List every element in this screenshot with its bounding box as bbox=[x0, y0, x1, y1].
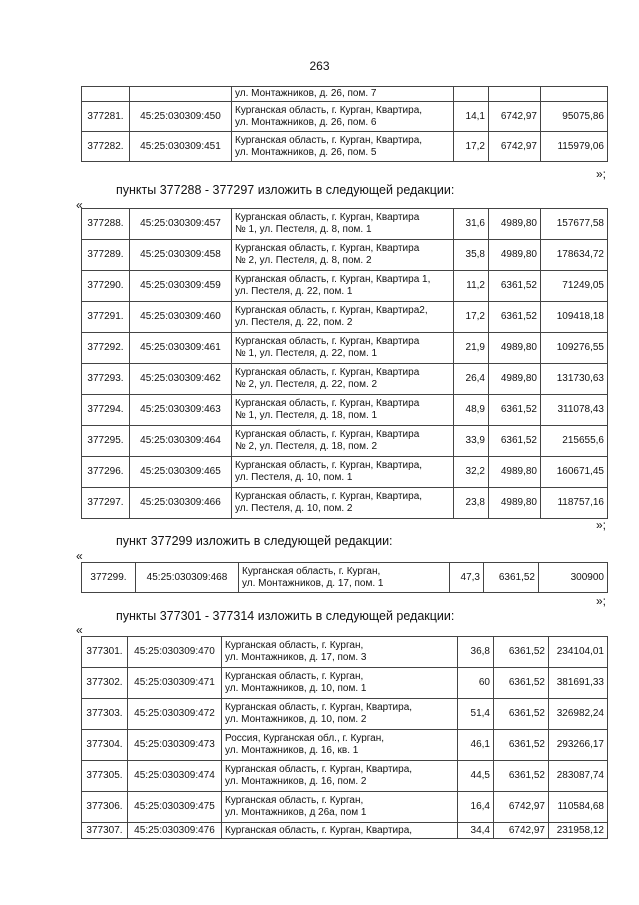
cell-area: 16,4 bbox=[458, 792, 494, 823]
cell-cadastral-number: 45:25:030309:459 bbox=[130, 271, 232, 302]
address-line-1: Курганская область, г. Курган, Квартира, bbox=[235, 134, 423, 146]
cell-rate: 6361,52 bbox=[489, 271, 541, 302]
address-line-2: ул. Пестеля, д. 10, пом. 1 bbox=[235, 472, 353, 483]
cell-cadastral-number: 45:25:030309:464 bbox=[130, 426, 232, 457]
cell-cadastral-number: 45:25:030309:471 bbox=[128, 668, 222, 699]
cell-num: 377292. bbox=[82, 333, 130, 364]
cell-rate: 6361,52 bbox=[494, 637, 549, 668]
table-row bbox=[82, 302, 608, 333]
cell-num: 377289. bbox=[82, 240, 130, 271]
cell-rate: 6361,52 bbox=[484, 563, 539, 593]
cell-cadastral-number: 45:25:030309:461 bbox=[130, 333, 232, 364]
cell-num: 377304. bbox=[82, 730, 128, 761]
cell-cadastral-number: 45:25:030309:476 bbox=[128, 823, 222, 839]
address-line-1: Курганская область, г. Курган, Квартира bbox=[235, 398, 420, 409]
cell-rate: 4989,80 bbox=[489, 364, 541, 395]
cell-sum: 231958,12 bbox=[549, 823, 608, 839]
table-row bbox=[82, 209, 608, 240]
table-row bbox=[82, 563, 608, 593]
address-line-2: ул. Пестеля, д. 10, пом. 2 bbox=[235, 503, 353, 514]
cell-area: 17,2 bbox=[454, 132, 489, 162]
address-line-1: Курганская область, г. Курган, Квартира bbox=[235, 429, 420, 440]
table-row bbox=[82, 637, 608, 668]
cell-address bbox=[232, 488, 454, 519]
cell-area: 60 bbox=[458, 668, 494, 699]
cell-sum: 234104,01 bbox=[549, 637, 608, 668]
cell-num: 377282. bbox=[82, 132, 130, 162]
cell-sum: 95075,86 bbox=[541, 102, 608, 132]
address-line-1: Курганская область, г. Курган, Квартира, bbox=[225, 824, 413, 836]
address-line-1: ул. Монтажников, д. 26, пом. 7 bbox=[235, 88, 377, 99]
address-line-2: № 2, ул. Пестеля, д. 18, пом. 2 bbox=[235, 441, 378, 452]
cell-sum: 160671,45 bbox=[541, 457, 608, 488]
cell-cadastral-number: 45:25:030309:463 bbox=[130, 395, 232, 426]
address-line-2: ул. Пестеля, д. 22, пом. 2 bbox=[235, 317, 353, 328]
table-row bbox=[82, 132, 608, 162]
cell-num: 377281. bbox=[82, 102, 130, 132]
cell-address bbox=[232, 302, 454, 333]
address-line-2: ул. Монтажников, д. 17, пом. 1 bbox=[242, 577, 384, 589]
cell-rate: 4989,80 bbox=[489, 333, 541, 364]
cell-sum: 109276,55 bbox=[541, 333, 608, 364]
address-line-2: ул. Монтажников, д. 16, кв. 1 bbox=[225, 745, 359, 756]
cell-area: 21,9 bbox=[454, 333, 489, 364]
table-row bbox=[82, 271, 608, 302]
cell-area: 36,8 bbox=[458, 637, 494, 668]
cell-area: 31,6 bbox=[454, 209, 489, 240]
cell-num: 377307. bbox=[82, 823, 128, 839]
cell-rate: 6742,97 bbox=[494, 823, 549, 839]
table-row bbox=[82, 457, 608, 488]
table-row bbox=[82, 364, 608, 395]
address-line-1: Курганская область, г. Курган, bbox=[242, 565, 381, 577]
cell-address bbox=[222, 637, 458, 668]
cell-sum: 115979,06 bbox=[541, 132, 608, 162]
table-row bbox=[82, 426, 608, 457]
cell-sum: 300900 bbox=[539, 563, 608, 593]
cell-area: 23,8 bbox=[454, 488, 489, 519]
cell-rate: 6361,52 bbox=[494, 699, 549, 730]
table-section-1 bbox=[81, 208, 608, 519]
cell-address bbox=[222, 730, 458, 761]
cell-rate: 6361,52 bbox=[494, 730, 549, 761]
cell-address bbox=[232, 271, 454, 302]
address-line-1: Курганская область, г. Курган, Квартира, bbox=[235, 104, 423, 116]
cell-num: 377294. bbox=[82, 395, 130, 426]
cell-sum: 118757,16 bbox=[541, 488, 608, 519]
cell-area: 46,1 bbox=[458, 730, 494, 761]
cell-cadastral-number: 45:25:030309:462 bbox=[130, 364, 232, 395]
address-line-1: Курганская область, г. Курган, bbox=[225, 640, 364, 651]
cell-num bbox=[82, 87, 130, 102]
cell-cadastral-number: 45:25:030309:475 bbox=[128, 792, 222, 823]
cell-address bbox=[222, 823, 458, 839]
cell-cadastral-number: 45:25:030309:472 bbox=[128, 699, 222, 730]
cell-area: 32,2 bbox=[454, 457, 489, 488]
cell-rate: 6361,52 bbox=[494, 668, 549, 699]
address-line-2: № 2, ул. Пестеля, д. 8, пом. 2 bbox=[235, 255, 372, 266]
address-line-1: Курганская область, г. Курган, Квартира bbox=[235, 367, 420, 378]
table-row bbox=[82, 395, 608, 426]
address-line-2: ул. Монтажников, д. 26, пом. 6 bbox=[235, 116, 377, 128]
cell-rate: 6742,97 bbox=[489, 132, 541, 162]
cell-cadastral-number: 45:25:030309:466 bbox=[130, 488, 232, 519]
cell-sum: 311078,43 bbox=[541, 395, 608, 426]
address-line-1: Курганская область, г. Курган, Квартира2, bbox=[235, 305, 428, 316]
cell-address bbox=[239, 563, 450, 593]
cell-cadastral-number: 45:25:030309:474 bbox=[128, 761, 222, 792]
cell-cadastral-number: 45:25:030309:465 bbox=[130, 457, 232, 488]
cell-sum: 110584,68 bbox=[549, 792, 608, 823]
cell-rate bbox=[489, 87, 541, 102]
address-line-2: № 1, ул. Пестеля, д. 22, пом. 1 bbox=[235, 348, 378, 359]
cell-sum: 178634,72 bbox=[541, 240, 608, 271]
cell-area: 14,1 bbox=[454, 102, 489, 132]
cell-cadastral-number: 45:25:030309:457 bbox=[130, 209, 232, 240]
cell-num: 377290. bbox=[82, 271, 130, 302]
address-line-2: ул. Монтажников, д. 26, пом. 5 bbox=[235, 146, 377, 158]
cell-sum: 215655,6 bbox=[541, 426, 608, 457]
cell-cadastral-number: 45:25:030309:468 bbox=[136, 563, 239, 593]
address-line-1: Курганская область, г. Курган, bbox=[225, 795, 364, 806]
cell-num: 377288. bbox=[82, 209, 130, 240]
address-line-1: Курганская область, г. Курган, bbox=[225, 671, 364, 682]
cell-cadastral-number: 45:25:030309:470 bbox=[128, 637, 222, 668]
cell-area: 48,9 bbox=[454, 395, 489, 426]
cell-area: 11,2 bbox=[454, 271, 489, 302]
cell-sum: 71249,05 bbox=[541, 271, 608, 302]
cell-num: 377301. bbox=[82, 637, 128, 668]
cell-cadastral-number bbox=[130, 87, 232, 102]
cell-num: 377295. bbox=[82, 426, 130, 457]
closing-quote-mark: »; bbox=[596, 167, 607, 181]
table-section-3 bbox=[81, 636, 608, 839]
cell-address bbox=[222, 792, 458, 823]
cell-rate: 4989,80 bbox=[489, 240, 541, 271]
cell-sum: 381691,33 bbox=[549, 668, 608, 699]
cell-address bbox=[232, 457, 454, 488]
amendment-instruction: пункты 377301 - 377314 изложить в следующей редакции: bbox=[116, 609, 455, 623]
amendment-instruction: пункты 377288 - 377297 изложить в следующей редакции: bbox=[116, 183, 455, 197]
table-row bbox=[82, 87, 608, 102]
cell-num: 377296. bbox=[82, 457, 130, 488]
cell-num: 377306. bbox=[82, 792, 128, 823]
cell-num: 377305. bbox=[82, 761, 128, 792]
table-section-2 bbox=[81, 562, 608, 593]
address-line-2: ул. Монтажников, д. 10, пом. 1 bbox=[225, 683, 367, 694]
cell-rate: 4989,80 bbox=[489, 209, 541, 240]
cell-address bbox=[232, 426, 454, 457]
address-line-2: № 1, ул. Пестеля, д. 18, пом. 1 bbox=[235, 410, 378, 421]
opening-quote-mark: « bbox=[76, 623, 83, 637]
cell-address bbox=[232, 333, 454, 364]
opening-quote-mark: « bbox=[76, 198, 83, 212]
cell-area: 26,4 bbox=[454, 364, 489, 395]
table-row bbox=[82, 488, 608, 519]
cell-num: 377303. bbox=[82, 699, 128, 730]
cell-sum: 131730,63 bbox=[541, 364, 608, 395]
cell-rate: 6742,97 bbox=[494, 792, 549, 823]
cell-address bbox=[222, 668, 458, 699]
cell-sum: 157677,58 bbox=[541, 209, 608, 240]
address-line-2: ул. Монтажников, д 26а, пом 1 bbox=[225, 807, 367, 818]
cell-cadastral-number: 45:25:030309:460 bbox=[130, 302, 232, 333]
cell-rate: 4989,80 bbox=[489, 488, 541, 519]
cell-sum: 326982,24 bbox=[549, 699, 608, 730]
table-row bbox=[82, 699, 608, 730]
address-line-1: Курганская область, г. Курган, Квартира, bbox=[235, 460, 423, 471]
cell-num: 377291. bbox=[82, 302, 130, 333]
cell-address bbox=[232, 209, 454, 240]
page-number: 263 bbox=[309, 59, 330, 73]
cell-area: 51,4 bbox=[458, 699, 494, 730]
address-line-2: ул. Монтажников, д. 10, пом. 2 bbox=[225, 714, 367, 725]
address-line-1: Курганская область, г. Курган, Квартира bbox=[235, 336, 420, 347]
cell-address bbox=[232, 240, 454, 271]
cell-address bbox=[232, 87, 454, 102]
cell-cadastral-number: 45:25:030309:458 bbox=[130, 240, 232, 271]
cell-cadastral-number: 45:25:030309:451 bbox=[130, 132, 232, 162]
table-row bbox=[82, 333, 608, 364]
cell-area: 17,2 bbox=[454, 302, 489, 333]
address-line-1: Курганская область, г. Курган, Квартира bbox=[235, 243, 420, 254]
opening-quote-mark: « bbox=[76, 549, 83, 563]
table-row bbox=[82, 668, 608, 699]
address-line-1: Курганская область, г. Курган, Квартира bbox=[235, 212, 420, 223]
table-row bbox=[82, 761, 608, 792]
cell-address bbox=[222, 699, 458, 730]
address-line-1: Курганская область, г. Курган, Квартира, bbox=[225, 764, 413, 775]
cell-num: 377293. bbox=[82, 364, 130, 395]
cell-area: 34,4 bbox=[458, 823, 494, 839]
cell-area: 33,9 bbox=[454, 426, 489, 457]
cell-cadastral-number: 45:25:030309:473 bbox=[128, 730, 222, 761]
address-line-2: ул. Монтажников, д. 16, пом. 2 bbox=[225, 776, 367, 787]
table-row bbox=[82, 823, 608, 839]
cell-num: 377297. bbox=[82, 488, 130, 519]
address-line-2: № 2, ул. Пестеля, д. 22, пом. 2 bbox=[235, 379, 378, 390]
cell-cadastral-number: 45:25:030309:450 bbox=[130, 102, 232, 132]
cell-rate: 6361,52 bbox=[489, 426, 541, 457]
cell-num: 377302. bbox=[82, 668, 128, 699]
cell-sum: 283087,74 bbox=[549, 761, 608, 792]
address-line-2: ул. Монтажников, д. 17, пом. 3 bbox=[225, 652, 367, 663]
address-line-1: Курганская область, г. Курган, Квартира, bbox=[225, 702, 413, 713]
cell-num: 377299. bbox=[82, 563, 136, 593]
cell-area: 47,3 bbox=[450, 563, 484, 593]
address-line-2: № 1, ул. Пестеля, д. 8, пом. 1 bbox=[235, 224, 372, 235]
cell-rate: 6361,52 bbox=[489, 395, 541, 426]
address-line-2: ул. Пестеля, д. 22, пом. 1 bbox=[235, 286, 353, 297]
address-line-1: Курганская область, г. Курган, Квартира, bbox=[235, 491, 423, 502]
address-line-1: Курганская область, г. Курган, Квартира 1, bbox=[235, 274, 431, 285]
cell-area: 35,8 bbox=[454, 240, 489, 271]
cell-sum: 109418,18 bbox=[541, 302, 608, 333]
closing-quote-mark: »; bbox=[596, 518, 607, 532]
cell-sum bbox=[541, 87, 608, 102]
address-line-1: Россия, Курганская обл., г. Курган, bbox=[225, 733, 385, 744]
cell-sum: 293266,17 bbox=[549, 730, 608, 761]
cell-rate: 6361,52 bbox=[489, 302, 541, 333]
cell-rate: 6361,52 bbox=[494, 761, 549, 792]
cell-rate: 6742,97 bbox=[489, 102, 541, 132]
amendment-instruction: пункт 377299 изложить в следующей редакции: bbox=[116, 534, 393, 548]
cell-address bbox=[232, 395, 454, 426]
table-section-0 bbox=[81, 86, 608, 162]
cell-rate: 4989,80 bbox=[489, 457, 541, 488]
cell-address bbox=[232, 364, 454, 395]
table-row bbox=[82, 792, 608, 823]
cell-area: 44,5 bbox=[458, 761, 494, 792]
cell-address bbox=[222, 761, 458, 792]
table-row bbox=[82, 102, 608, 132]
table-row bbox=[82, 240, 608, 271]
cell-address bbox=[232, 132, 454, 162]
closing-quote-mark: »; bbox=[596, 594, 607, 608]
cell-address bbox=[232, 102, 454, 132]
table-row bbox=[82, 730, 608, 761]
cell-area bbox=[454, 87, 489, 102]
